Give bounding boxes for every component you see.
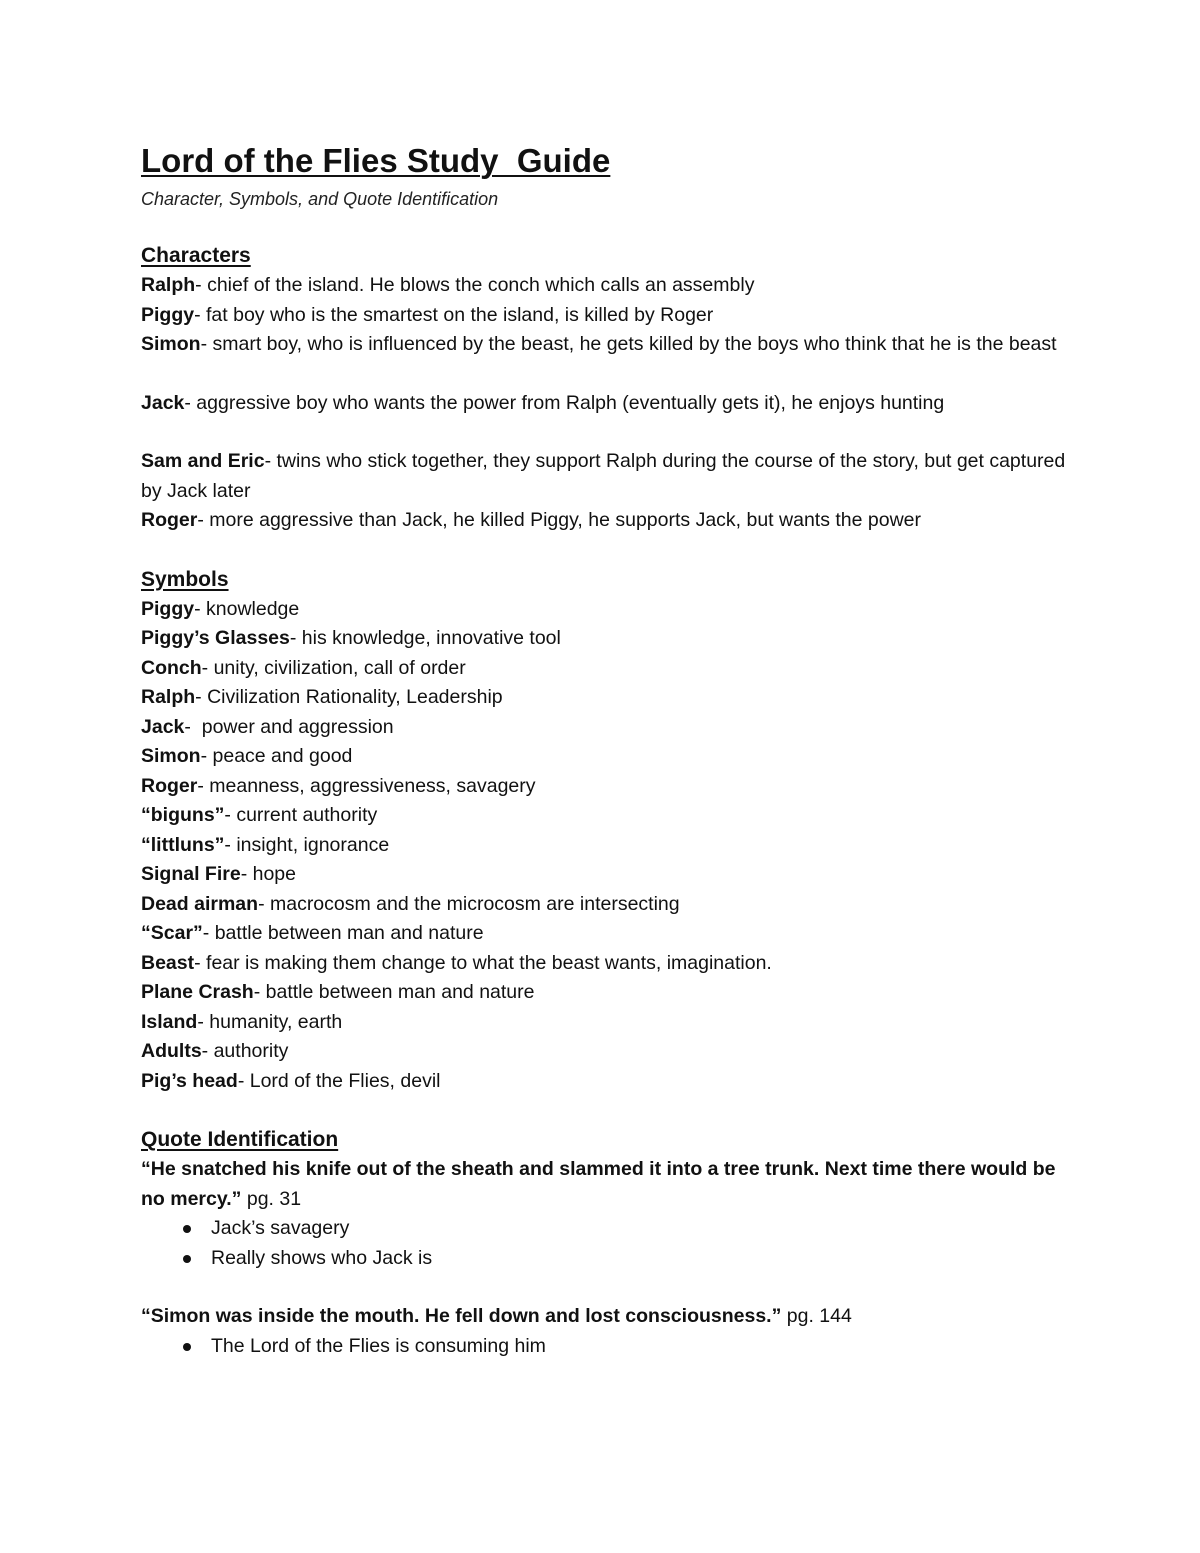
quote-entry <box>141 1155 1071 1214</box>
symbol-name: Conch <box>141 656 202 679</box>
character-name: Sam and Eric <box>141 450 265 472</box>
symbol-entry <box>141 1008 1071 1038</box>
characters-heading: Characters <box>141 244 251 267</box>
character-desc: - more aggressive than Jack, he killed Piggy, he supports Jack, but wants the power <box>197 509 922 531</box>
quotes-heading: Quote Identification <box>141 1128 339 1151</box>
character-entry <box>141 330 1071 360</box>
symbol-name: Piggy <box>141 597 195 620</box>
symbol-desc: - unity, civilization, call of order <box>201 656 466 679</box>
character-desc: - fat boy who is the smartest on the island, is killed by Roger <box>194 303 714 326</box>
note-text: Really shows who Jack is <box>211 1246 433 1269</box>
symbol-entry <box>141 683 1071 713</box>
symbol-name: Adults <box>141 1040 202 1062</box>
symbol-entry <box>141 772 1071 802</box>
symbol-name: Plane Crash <box>141 981 254 1003</box>
symbol-desc: - fear is making them change to what the beast wants, imagination. <box>194 951 772 974</box>
note-text: The Lord of the Flies is consuming him <box>211 1334 546 1357</box>
character-desc: - chief of the island. He blows the conch which calls an assembly <box>195 274 755 296</box>
symbol-desc: - Civilization Rationality, Leadership <box>195 686 503 708</box>
symbol-name: Beast <box>141 951 195 974</box>
character-entry <box>141 447 1071 506</box>
symbol-desc: - authority <box>201 1040 289 1062</box>
symbol-desc: - macrocosm and the microcosm are intersecting <box>258 892 680 915</box>
character-name: Ralph <box>141 274 196 296</box>
symbol-name: Island <box>141 1010 198 1033</box>
symbol-entry <box>141 890 1071 920</box>
bullet-icon <box>183 1343 191 1351</box>
symbol-name: Dead airman <box>141 892 259 915</box>
list-item <box>183 1244 1071 1274</box>
list-item <box>183 1214 1071 1244</box>
symbol-entry <box>141 801 1071 831</box>
symbol-desc: - battle between man and nature <box>253 981 535 1003</box>
symbol-desc: - knowledge <box>194 597 300 620</box>
bullet-icon <box>183 1255 191 1263</box>
quote-text: “He snatched his knife out of the sheath and slammed it into a tree trunk. Next time there would be no mercy.” <box>141 1158 1056 1210</box>
list-item <box>183 1332 1071 1362</box>
note-text: Jack’s savagery <box>211 1217 350 1239</box>
character-name: Simon <box>141 333 201 355</box>
symbol-entry <box>141 713 1071 743</box>
bullet-icon <box>183 1225 191 1233</box>
symbol-entry <box>141 1067 1071 1097</box>
symbols-heading: Symbols <box>141 567 229 591</box>
quote-notes <box>141 1332 1071 1362</box>
character-desc: - twins who stick together, they support Ralph during the course of the story, but get captured by Jack later <box>141 450 1071 502</box>
symbol-entry <box>141 978 1071 1008</box>
page-subtitle: Character, Symbols, and Quote Identification <box>141 189 499 209</box>
document-page <box>141 138 1071 1361</box>
character-entry <box>141 389 1071 419</box>
symbol-entry <box>141 742 1071 772</box>
symbol-desc: - current authority <box>224 804 378 826</box>
symbol-desc: - peace and good <box>200 745 353 767</box>
character-desc: - smart boy, who is influenced by the beast, he gets killed by the boys who think that he is the beast <box>200 333 1057 355</box>
symbol-name: Roger <box>141 774 198 797</box>
symbol-desc: - insight, ignorance <box>224 833 390 856</box>
symbol-entry <box>141 831 1071 861</box>
symbol-entry <box>141 595 1071 625</box>
symbol-name: “biguns” <box>141 804 225 826</box>
symbol-desc: - hope <box>240 863 296 885</box>
symbol-desc: - power and aggression <box>184 715 394 738</box>
symbol-name: Pig’s head <box>141 1069 238 1092</box>
symbol-desc: - battle between man and nature <box>202 922 484 944</box>
quote-notes <box>141 1214 1071 1273</box>
symbol-name: “Scar” <box>141 922 203 944</box>
character-name: Piggy <box>141 303 195 326</box>
quote-page: pg. 144 <box>781 1305 852 1327</box>
character-entry <box>141 506 1071 536</box>
symbol-name: “littluns” <box>141 833 225 856</box>
symbol-name: Piggy’s Glasses <box>141 627 290 649</box>
symbol-name: Jack <box>141 715 185 738</box>
symbol-entry <box>141 919 1071 949</box>
character-entry <box>141 271 1071 301</box>
quote-text: “Simon was inside the mouth. He fell down and lost consciousness.” <box>141 1305 782 1327</box>
character-desc: - aggressive boy who wants the power from Ralph (eventually gets it), he enjoys hunting <box>184 391 945 414</box>
quote-page: pg. 31 <box>241 1187 302 1210</box>
symbol-desc: - meanness, aggressiveness, savagery <box>197 774 536 797</box>
symbol-entry <box>141 1037 1071 1067</box>
character-name: Jack <box>141 391 185 414</box>
symbol-name: Ralph <box>141 686 196 708</box>
page-title: Lord of the Flies Study Guide <box>141 142 611 179</box>
symbol-desc: - Lord of the Flies, devil <box>237 1069 441 1092</box>
symbol-entry <box>141 624 1071 654</box>
symbol-name: Signal Fire <box>141 863 241 885</box>
symbol-entry <box>141 860 1071 890</box>
symbol-entry <box>141 654 1071 684</box>
character-entry <box>141 301 1071 331</box>
character-name: Roger <box>141 509 198 531</box>
symbol-desc: - his knowledge, innovative tool <box>289 627 561 649</box>
quote-entry <box>141 1302 1071 1332</box>
symbol-name: Simon <box>141 745 201 767</box>
symbol-desc: - humanity, earth <box>197 1010 343 1033</box>
symbol-entry <box>141 949 1071 979</box>
